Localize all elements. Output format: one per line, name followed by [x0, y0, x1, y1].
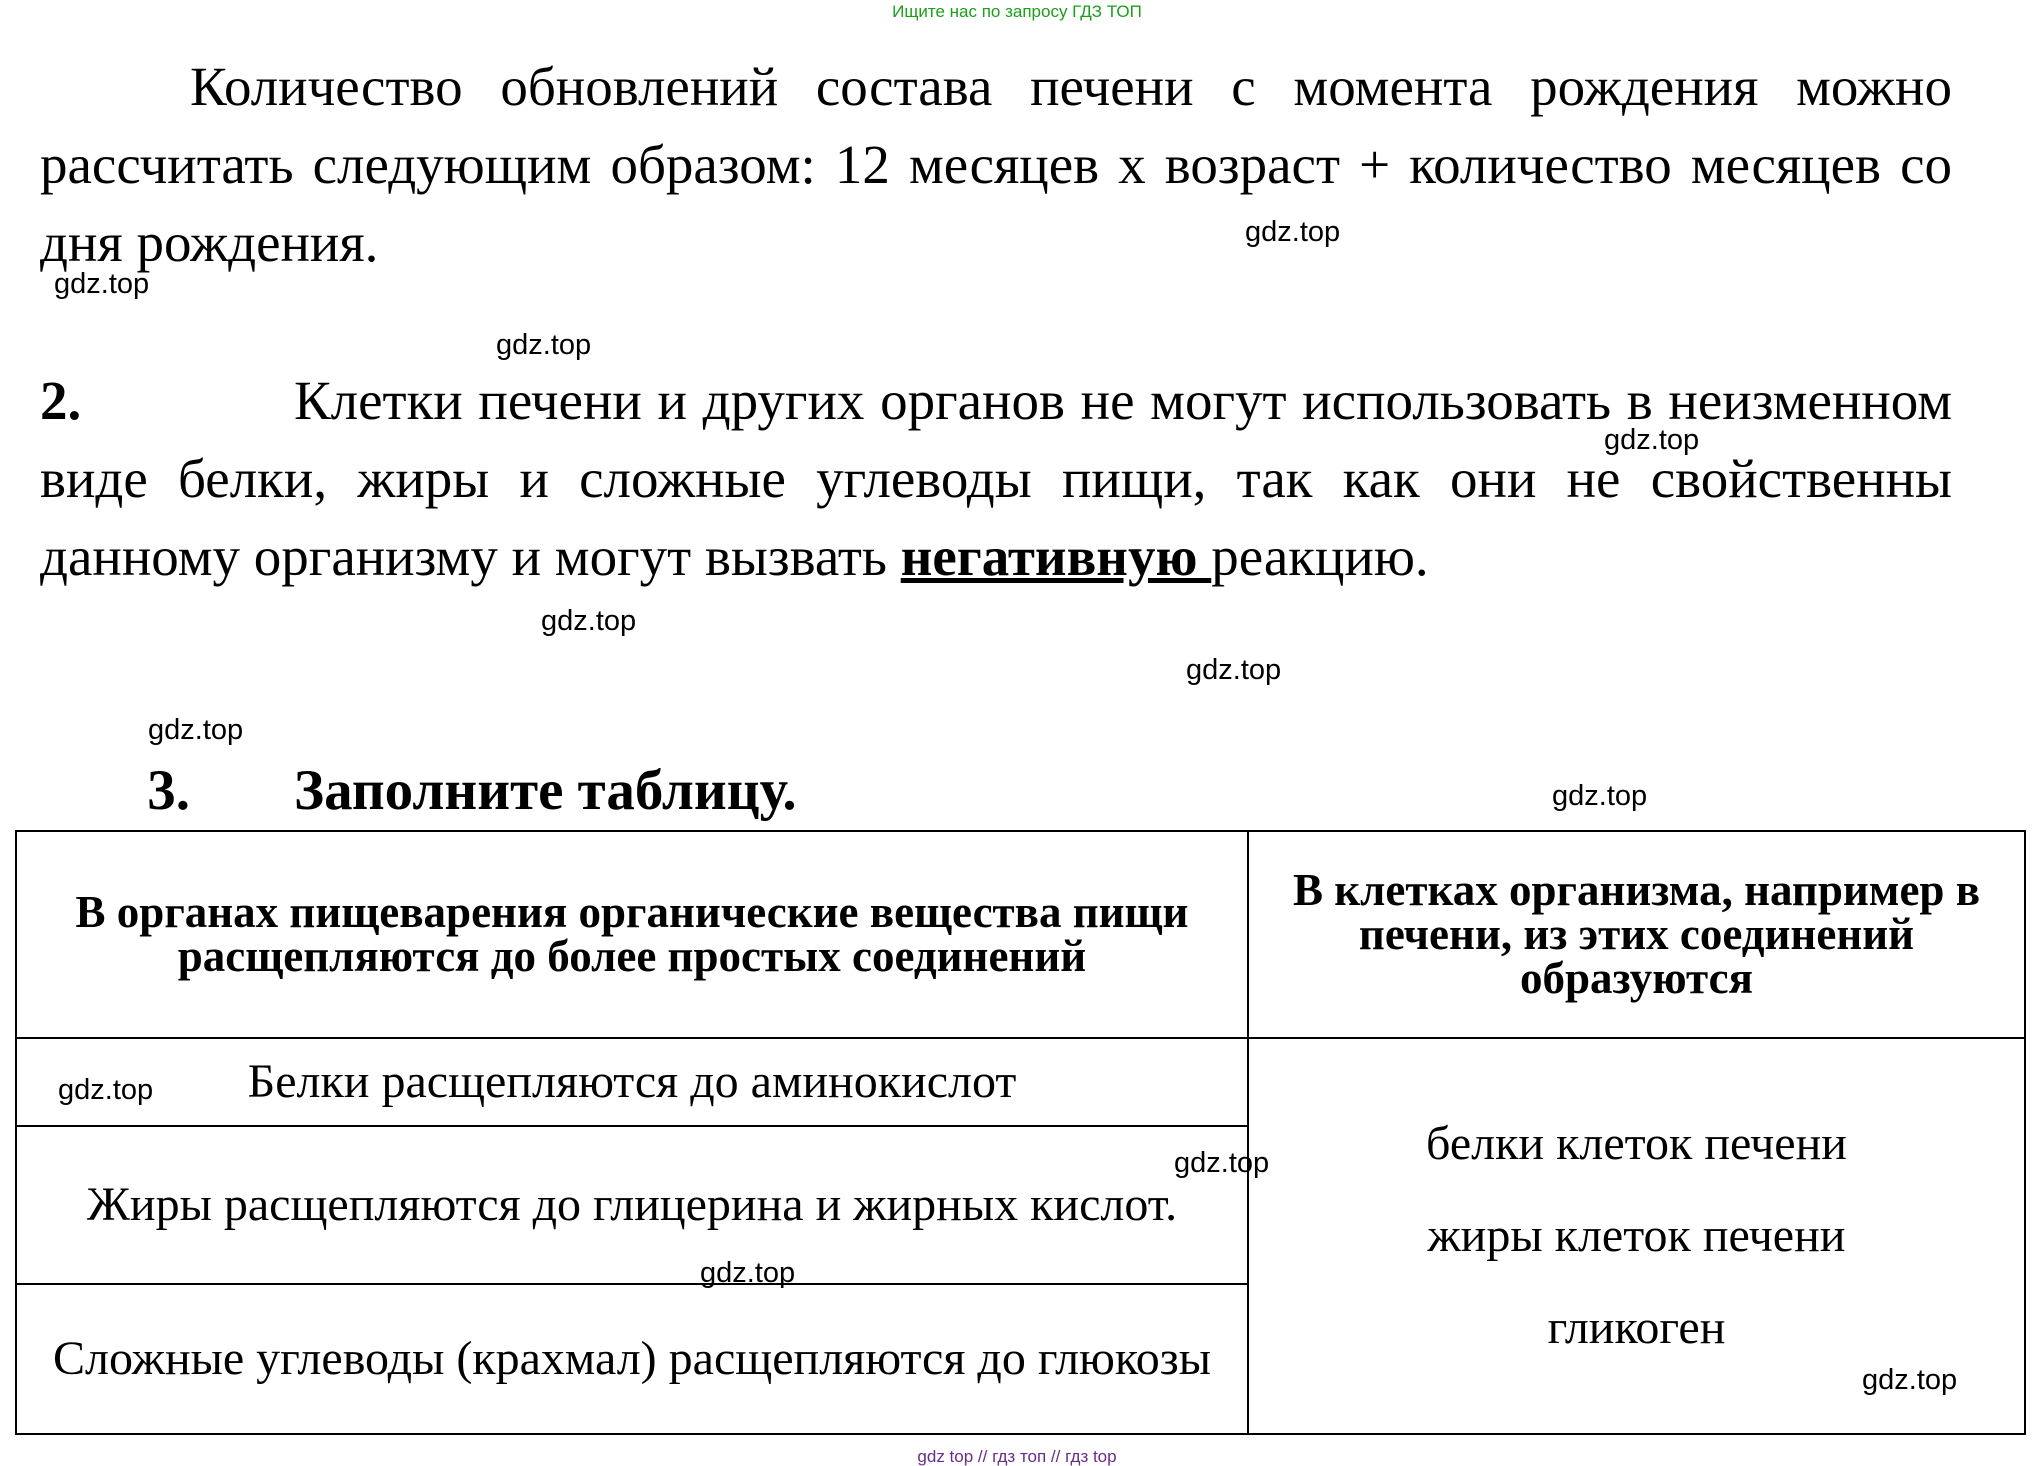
watermark: gdz.top: [1862, 1364, 1958, 1396]
table-header-right: В клетках организма, например в печени, из этих соединений образуются: [1248, 831, 2025, 1038]
table-cell-fats: Жиры расщепляются до глицерина и жирных кислот.: [16, 1126, 1248, 1285]
watermark: gdz.top: [54, 268, 150, 300]
item-2-text-before: Клетки печени и других органов не могут использовать в неизменном виде белки, жиры и сложные углеводы пищи, так как они не свойственны данному организму и могут вызвать: [40, 370, 1952, 587]
item-3-number: 3.: [147, 759, 190, 822]
product-proteins: белки клеток печени: [1426, 1116, 1847, 1170]
table-cell-carbohydrates: Сложные углеводы (крахмал) расщепляются до глюкозы: [16, 1284, 1248, 1434]
watermark: gdz.top: [1604, 424, 1700, 456]
watermark: gdz.top: [58, 1074, 154, 1106]
watermark: gdz.top: [1186, 654, 1282, 686]
item-2-emphasis: негативную: [900, 526, 1212, 587]
watermark: gdz.top: [541, 605, 637, 637]
paragraph-liver-renewal: Количество обновлений состава печени с момента рождения можно рассчитать следующим образом: 12 месяцев х возраст + количество месяцев со дня рождения.: [40, 56, 1952, 273]
footer-links[interactable]: gdz top // гдз топ // гдз top: [917, 1447, 1117, 1466]
table-header-left: В органах пищеварения органические вещества пищи расщепляются до более простых соединений: [16, 831, 1248, 1038]
product-fats: жиры клеток печени: [1427, 1208, 1846, 1262]
item-2-text-after: реакцию.: [1211, 526, 1429, 587]
product-glycogen: гликоген: [1547, 1300, 1726, 1354]
table-row: [16, 1038, 2025, 1126]
watermark: gdz.top: [1552, 780, 1648, 812]
item-3-heading: [40, 752, 797, 830]
item-3-title: Заполните таблицу.: [294, 759, 797, 822]
top-banner[interactable]: Ищите нас по запросу ГДЗ ТОП: [892, 2, 1142, 21]
watermark: gdz.top: [148, 714, 244, 746]
table-cell-proteins: Белки расщепляются до аминокислот: [16, 1038, 1248, 1126]
watermark: gdz.top: [496, 329, 592, 361]
watermark: gdz.top: [1245, 216, 1341, 248]
paragraph-item-2: [40, 362, 1952, 596]
watermark: gdz.top: [1174, 1147, 1270, 1179]
watermark: gdz.top: [700, 1257, 796, 1289]
digestion-table: [15, 830, 2026, 1435]
item-2-number: 2.: [40, 370, 82, 431]
